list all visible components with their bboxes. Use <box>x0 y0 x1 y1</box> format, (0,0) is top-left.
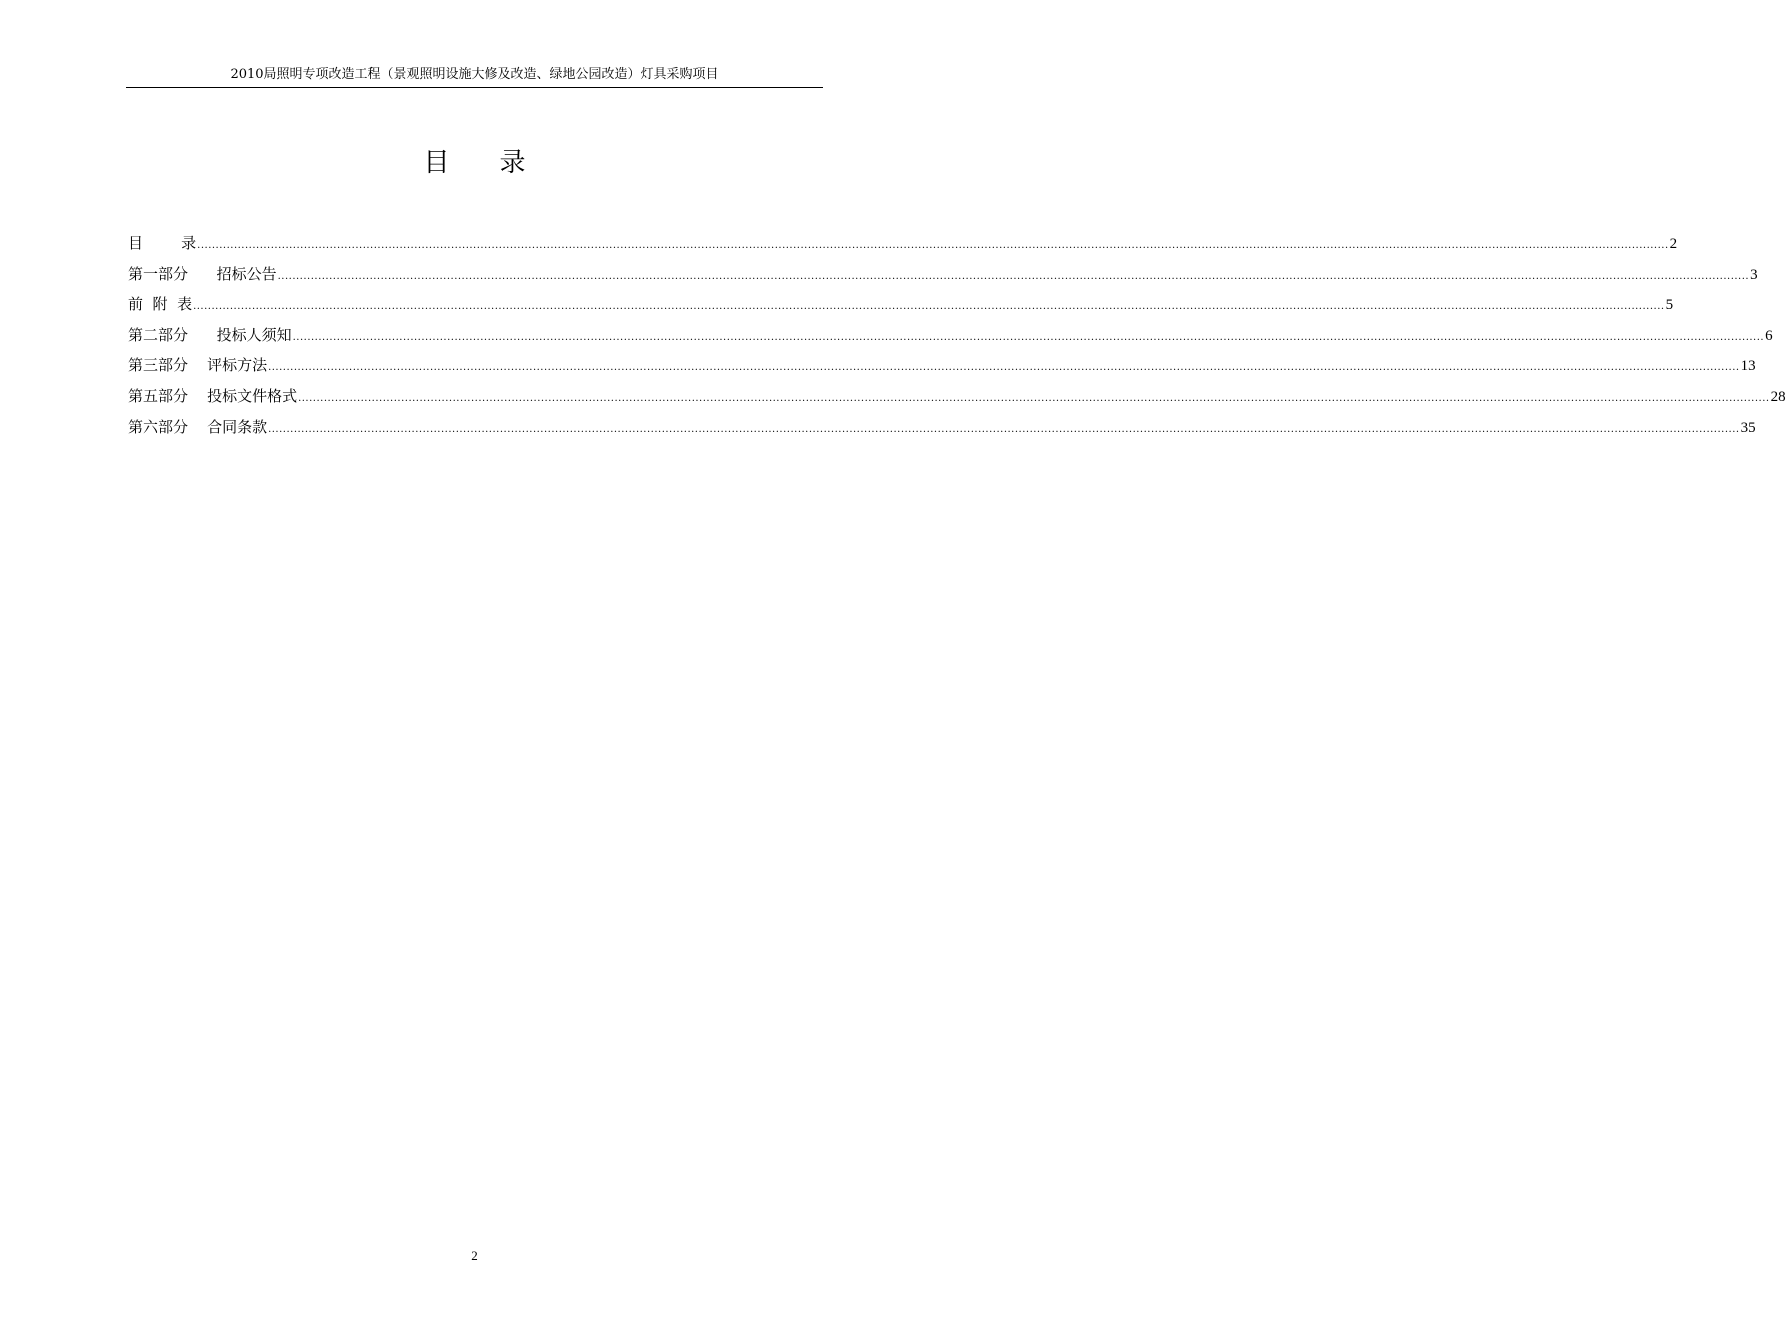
toc-entry[interactable] <box>128 383 1786 414</box>
toc-entry-page[interactable]: 5 <box>1665 297 1674 314</box>
toc-list <box>128 230 1786 444</box>
toc-entry-page[interactable]: 2 <box>1669 236 1678 252</box>
toc-entry[interactable] <box>128 230 1678 261</box>
toc-entry-page[interactable]: 3 <box>1750 266 1758 283</box>
toc-leader-dots: ................................................................................................................................................................................................................................................................................................................................................................................................................ <box>298 392 1770 404</box>
toc-entry-label[interactable]: 前 附 表 <box>128 295 193 314</box>
toc-entry-label[interactable]: 第三部分 评标方法 <box>128 356 268 375</box>
toc-entry-label[interactable]: 目 录 <box>128 234 197 252</box>
toc-entry-page[interactable]: 6 <box>1765 327 1773 344</box>
toc-leader-dots: ................................................................................................................................................................................................................................................................................................................................................................................................................ <box>193 301 1665 313</box>
toc-entry-label[interactable]: 第二部分 投标人须知 <box>128 325 292 344</box>
toc-leader-dots: ................................................................................................................................................................................................................................................................................................................................................................................................................ <box>268 423 1740 435</box>
toc-leader-dots: ................................................................................................................................................................................................................................................................................................................................................................................................................ <box>277 270 1750 282</box>
toc-entry[interactable] <box>128 291 1674 322</box>
toc-entry[interactable] <box>128 414 1756 445</box>
toc-leader-dots: ................................................................................................................................................................................................................................................................................................................................................................................................................ <box>268 362 1740 374</box>
toc-entry-page[interactable]: 28 <box>1770 388 1786 405</box>
toc-entry-label[interactable]: 第一部分 招标公告 <box>128 264 277 283</box>
toc-entry-page[interactable]: 35 <box>1740 419 1756 436</box>
toc-leader-dots: ................................................................................................................................................................................................................................................................................................................................................................................................................ <box>292 331 1765 343</box>
toc-entry-page[interactable]: 13 <box>1740 358 1756 375</box>
toc-entry[interactable] <box>128 322 1773 353</box>
toc-entry-label[interactable]: 第六部分 合同条款 <box>128 417 268 436</box>
toc-entry[interactable] <box>128 352 1756 383</box>
page-header: 2010局照明专项改造工程（景观照明设施大修及改造、绿地公园改造）灯具采购项目 <box>230 67 719 82</box>
toc-title: 目录 <box>423 148 576 178</box>
toc-leader-dots: ................................................................................................................................................................................................................................................................................................................................................................................................................ <box>197 240 1669 251</box>
toc-entry[interactable] <box>128 261 1758 292</box>
toc-entry-label[interactable]: 第五部分 投标文件格式 <box>128 386 298 405</box>
page-number: 2 <box>471 1248 478 1263</box>
header-rule <box>126 87 823 88</box>
